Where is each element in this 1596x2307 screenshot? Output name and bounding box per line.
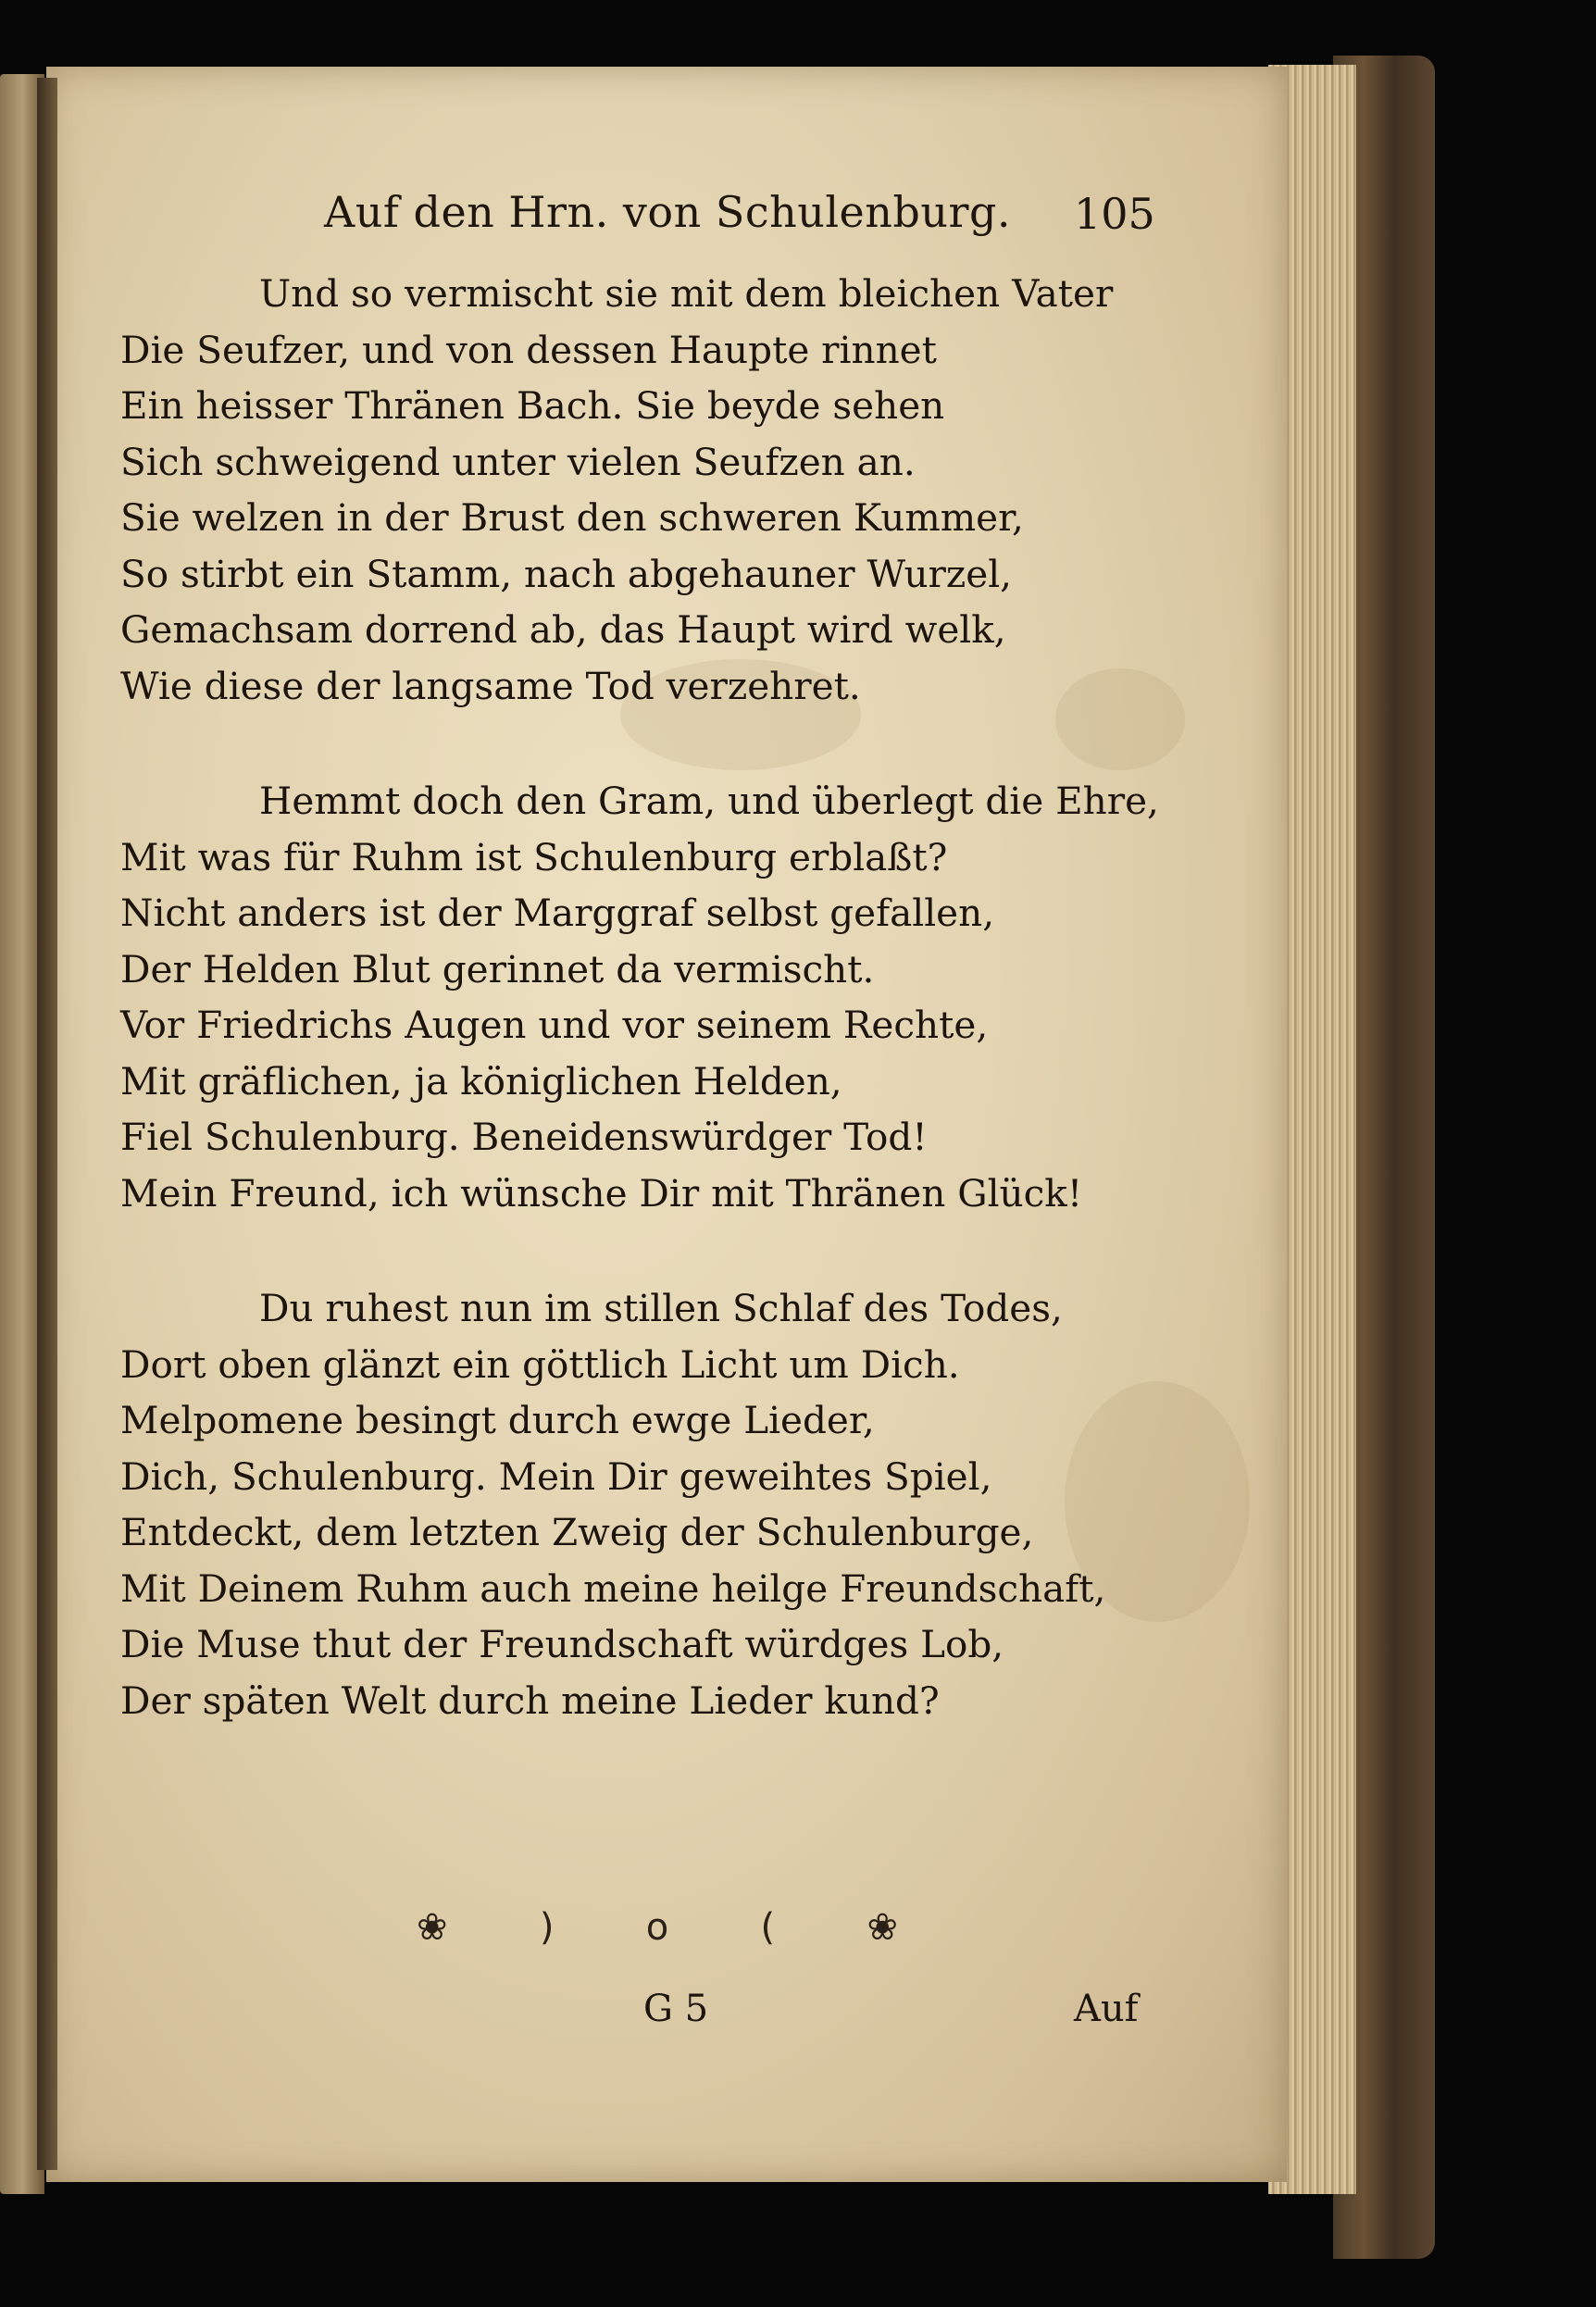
verse-line: Dich, Schulenburg. Mein Dir geweihtes Spiel, bbox=[120, 1453, 992, 1499]
verse-line: Mit gräflichen, ja königlichen Helden, bbox=[120, 1058, 842, 1104]
verse-line: Fiel Schulenburg. Beneidenswürdger Tod! bbox=[120, 1115, 928, 1159]
verse-line: Mein Freund, ich wünsche Dir mit Thränen Glück! bbox=[120, 1170, 1083, 1216]
verse-line: Entdeckt, dem letzten Zweig der Schulenburge, bbox=[120, 1510, 1034, 1554]
verse-line: Wie diese der langsame Tod verzehret. bbox=[120, 663, 861, 708]
ornament-bracket: ( bbox=[760, 1906, 776, 1949]
verse-line: Und so vermischt sie mit dem bleichen Vater bbox=[259, 271, 1114, 316]
ornament-circle: o bbox=[645, 1906, 669, 1949]
flower-ornament-icon: ❀ bbox=[867, 1906, 898, 1949]
verse-line: Hemmt doch den Gram, und überlegt die Ehre, bbox=[259, 779, 1159, 823]
stanza-1 bbox=[120, 266, 1250, 714]
page-header bbox=[46, 187, 1287, 270]
printer-signature: G 5 bbox=[643, 1988, 709, 2030]
book-page bbox=[46, 67, 1287, 2182]
verse-line: Sie welzen in der Brust den schweren Kummer, bbox=[120, 495, 1024, 540]
poem-text bbox=[120, 266, 1250, 1788]
verse-line: Die Seufzer, und von dessen Haupte rinnet bbox=[120, 327, 937, 372]
stanza-2 bbox=[120, 773, 1250, 1221]
verse-line: Der späten Welt durch meine Lieder kund? bbox=[120, 1677, 940, 1723]
book-gutter bbox=[37, 78, 57, 2170]
verse-line: Gemachsam dorrend ab, das Haupt wird welk, bbox=[120, 607, 1006, 652]
verse-line: Ein heisser Thränen Bach. Sie beyde sehen bbox=[120, 383, 945, 428]
verse-line: Melpomene besingt durch ewge Lieder, bbox=[120, 1398, 875, 1442]
verse-line: Du ruhest nun im stillen Schlaf des Todes, bbox=[259, 1286, 1063, 1330]
verse-line: Die Muse thut der Freundschaft würdges Lob, bbox=[120, 1622, 1004, 1666]
verse-line: Mit Deinem Ruhm auch meine heilge Freundschaft, bbox=[120, 1565, 1106, 1611]
verse-line: So stirbt ein Stamm, nach abgehauner Wurzel, bbox=[120, 551, 1013, 596]
verse-line: Vor Friedrichs Augen und vor seinem Rechte, bbox=[120, 1003, 989, 1047]
ornament-bracket: ) bbox=[539, 1906, 555, 1949]
flower-ornament-icon: ❀ bbox=[417, 1906, 448, 1949]
stanza-3 bbox=[120, 1280, 1250, 1728]
page-number: 105 bbox=[1074, 189, 1155, 239]
verse-line: Mit was für Ruhm ist Schulenburg erblaßt? bbox=[120, 834, 948, 879]
running-head: Auf den Hrn. von Schulenburg. bbox=[324, 187, 1012, 237]
catchword: Auf bbox=[1074, 1988, 1139, 2030]
closing-ornament bbox=[417, 1900, 898, 1955]
verse-line: Sich schweigend unter vielen Seufzen an. bbox=[120, 439, 916, 484]
verse-line: Der Helden Blut gerinnet da vermischt. bbox=[120, 946, 875, 991]
verse-line: Dort oben glänzt ein göttlich Licht um Dich. bbox=[120, 1341, 960, 1387]
verse-line: Nicht anders ist der Marggraf selbst gefallen, bbox=[120, 891, 995, 935]
